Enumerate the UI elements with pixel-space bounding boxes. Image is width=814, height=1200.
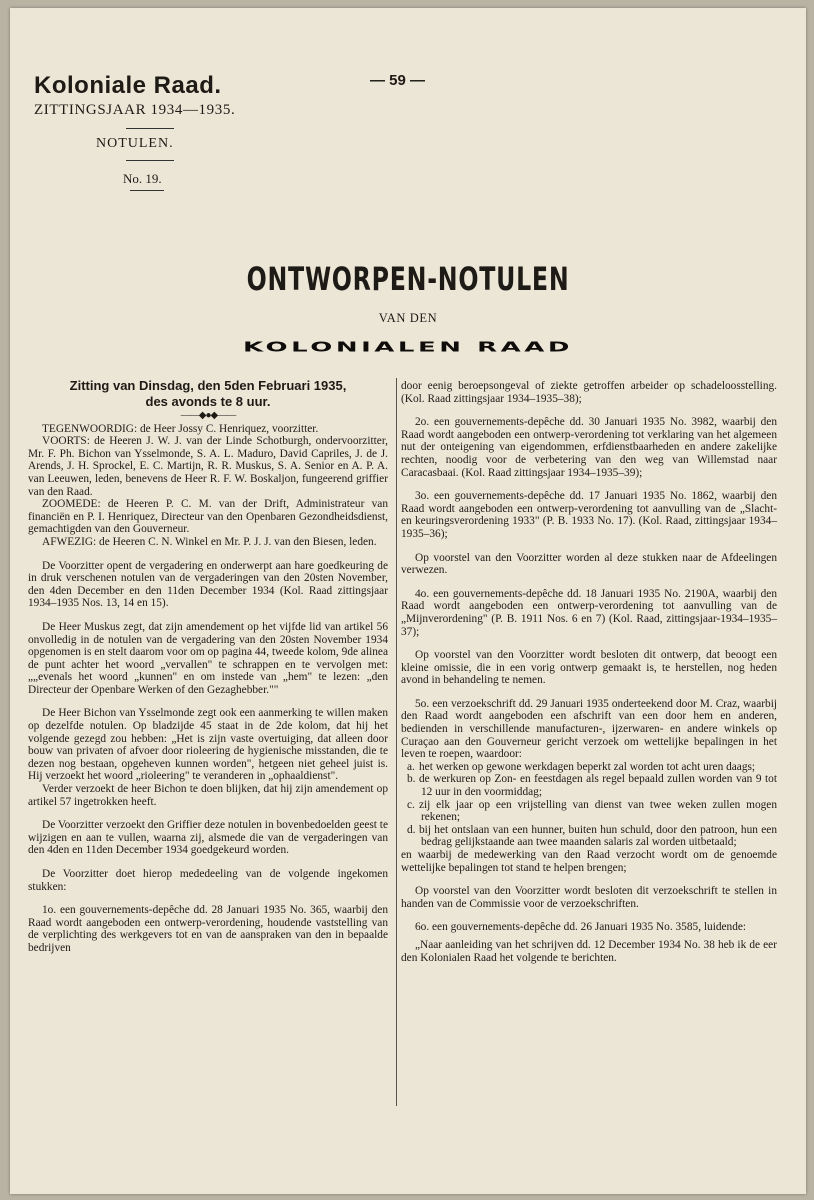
list-text: bij het ontslaan van een hunner, buiten hun schuld, door den patroon, hun een bedrag gelijkstaande aan twee maanden salaris zal worden uitbetaald; xyxy=(419,823,777,849)
paragraph: De Heer Bichon van Ysselmonde zegt ook een aanmerking te willen maken op dezelfde notulen. Op bladzijde 45 staat in de 2de kolom, dat hij het volgende gezegd zou hebben: „Het is zijn vaste overtuiging, dat alleen door bouw van privaten of afvoer door rioleering de hygienische misstanden, die te dezen nog bestaan, opgeheven kunnen worden", hetgeen niet geheel juist is. Hij verzoekt het woord „rioleering" te veranderen in „ophaaldienst". xyxy=(28,707,388,783)
paragraph: 6o. een gouvernements-depêche dd. 26 Januari 1935 No. 3585, luidende: xyxy=(415,921,747,934)
paragraph: Op voorstel van den Voorzitter wordt besloten dit ontwerp, dat beoogt een kleine omissie, die in een vorig ontwerp gemaakt is, te herstellen, nog heden avond in behandeling te nemen. xyxy=(401,649,777,687)
session-time: des avonds te 8 uur. xyxy=(145,394,271,409)
masthead xyxy=(34,72,274,119)
list-label: a. xyxy=(407,760,415,773)
list-label: b. xyxy=(407,773,416,786)
list-label: c. xyxy=(407,798,415,811)
divider xyxy=(126,128,174,129)
list-text: de werkuren op Zon- en feestdagen als regel bepaald zullen worden van 9 tot 12 uur in den voormiddag; xyxy=(419,773,777,799)
list-text: het werken op gewone werkdagen beperkt zal worden tot acht uren daags; xyxy=(419,760,756,773)
list-label: d. xyxy=(407,823,416,836)
document-page xyxy=(10,8,806,1194)
document-title: ONTWORPEN-NOTULEN xyxy=(246,260,570,298)
paragraph: door eenig beroepsongeval of ziekte getroffen arbeider op schadeloosstelling. (Kol. Raad zittingsjaar 1934–1935–38); xyxy=(401,380,777,405)
paragraph: Op voorstel van den Voorzitter wordt besloten dit verzoekschrift te stellen in handen van de Commissie voor de verzoekschriften. xyxy=(401,885,777,910)
page-number: — 59 — xyxy=(370,72,426,89)
attendance-present: TEGENWOORDIG: de Heer Jossy C. Henriquez, voorzitter. xyxy=(42,422,319,435)
publication-title: Koloniale Raad. xyxy=(34,72,222,99)
attendance-also: VOORTS: de Heeren J. W. J. van der Linde Schotburgh, ondervoorzitter, Mr. F. Ph. Bichon van Ysselmonde, S. A. L. Maduro, David Capriles, J. de J. Arends, J. H. Sprockel, E. C. Martijn, R. R. Muskus, S. A. Senior en A. P. A. van Leeuwen, leden, benevens de Heer R. F. W. Boskaljon, fungeerend griffier van den Raad. xyxy=(28,435,388,498)
paragraph: De Voorzitter doet hierop mededeeling van de volgende ingekomen stukken: xyxy=(28,868,388,893)
divider xyxy=(126,160,174,161)
session-year: ZITTINGSJAAR 1934—1935. xyxy=(34,102,236,118)
divider xyxy=(130,190,164,191)
list-item xyxy=(401,799,777,824)
paragraph: 5o. een verzoekschrift dd. 29 Januari 1935 onderteekend door M. Craz, waarbij den Raad wordt aangeboden een afschrift van een door hem en anderen, bedienden in verschillende manufacturen-, ijzerwaren- en andere winkels op Curaçao aan den Gouverneur gericht verzoek om wettelijke bepalingen in het leven te roepen, waardoor: xyxy=(401,697,777,761)
attendance-delegates: ZOOMEDE: de Heeren P. C. M. van der Drift, Administrateur van financiën en P. I. Henriquez, Directeur van den Openbaren Gezondheidsdienst, gemachtigden van den Gouverneur. xyxy=(28,498,388,536)
issue-number: No. 19. xyxy=(123,171,162,186)
paragraph: 2o. een gouvernements-depêche dd. 30 Januari 1935 No. 3982, waarbij den Raad wordt aangeboden een ontwerp-verordening tot verklaring van het algemeen nut der onteigening van eigendommen, erfdienstbaarheden en andere zakelijke rechten, noodig voor de verbetering van den weg van Willemstad naar Caracasbaai. (Kol. Raad zittingsjaar 1934–1935–39); xyxy=(401,416,777,479)
paragraph: De Heer Muskus zegt, dat zijn amendement op het vijfde lid van artikel 56 onvolledig in de notulen van de vergadering van den 20sten November 1934 opgenomen is en stelt daarom voor om op pagina 44, tweede kolom, 9de alinea de punt achter het woord „vervallen" te schrappen en te vervolgen met: „„evenals het woord „kunnen" en om instede van „hem" te lezen: „den Directeur der Openbare Werken of den Gezaghebber."" xyxy=(28,620,388,696)
paragraph: 3o. een gouvernements-depêche dd. 17 Januari 1935 No. 1862, waarbij den Raad wordt aangeboden een ontwerp-verordening tot aanvulling van de „Slacht- en keuringsverordening 1933" (P. B. 1933 No. 17). (Kol. Raad, zittingsjaar 1934–1935–36); xyxy=(401,490,777,540)
list-item xyxy=(401,773,777,798)
council-name-banner: KOLONIALEN RAAD xyxy=(242,339,574,356)
column-divider xyxy=(396,378,397,1106)
session-heading: Zitting van Dinsdag, den 5den Februari 1935, xyxy=(69,378,347,393)
list-item xyxy=(401,824,777,849)
paragraph: en waarbij de medewerking van den Raad verzocht wordt om de genoemde wettelijke bepalingen tot stand te helpen brengen; xyxy=(401,849,777,874)
ornament: ——◆●◆—— xyxy=(180,410,236,421)
left-column xyxy=(28,378,388,955)
right-column xyxy=(401,380,777,964)
paragraph: 4o. een gouvernements-depêche dd. 18 Januari 1935 No. 2190A, waarbij den Raad wordt aangeboden een ontwerp-verordening tot aanvulling van de „Mijnverordening" (P. B. 1911 Nos. 6 en 7) (Kol. Raad, zittingsjaar-1934–1935–37); xyxy=(401,587,777,638)
paragraph: 1o. een gouvernements-depêche dd. 28 Januari 1935 No. 365, waarbij den Raad wordt aangeboden een ontwerp-verordening, houdende vaststelling van de verplichting des werkgevers tot en van de aanspraken van den in bepaalde bedrijven xyxy=(28,904,388,954)
list-item xyxy=(401,761,777,774)
paragraph: „Naar aanleiding van het schrijven dd. 12 December 1934 No. 38 heb ik de eer den Kolonialen Raad het volgende te berichten. xyxy=(401,938,777,964)
paragraph: Op voorstel van den Voorzitter worden al deze stukken naar de Afdeelingen verwezen. xyxy=(401,551,777,577)
section-label: NOTULEN. xyxy=(96,136,174,151)
paragraph: De Voorzitter opent de vergadering en onderwerpt aan hare goedkeuring de in druk verschenen notulen van de vergaderingen van den 20sten November, den 4den December en den 11den December 1934 (Kol. Raad zittingsjaar 1934–1935 Nos. 13, 14 en 15). xyxy=(28,559,388,610)
paragraph: Verder verzoekt de heer Bichon te doen blijken, dat hij zijn amendement op artikel 57 ingetrokken heeft. xyxy=(28,783,388,808)
attendance-absent: AFWEZIG: de Heeren C. N. Winkel en Mr. P. J. J. van den Biesen, leden. xyxy=(42,535,377,548)
paragraph: De Voorzitter verzoekt den Griffier deze notulen in bovenbedoelden geest te wijzigen en aan te vullen, waarna zij, alsmede die van de vergaderingen van den 4den en 11den December 1934 goedgekeurd worden. xyxy=(28,819,388,857)
title-connector: VAN DEN xyxy=(378,311,438,325)
list-text: zij elk jaar op een vrijstelling van dienst van twee weken zullen mogen rekenen; xyxy=(419,798,777,824)
